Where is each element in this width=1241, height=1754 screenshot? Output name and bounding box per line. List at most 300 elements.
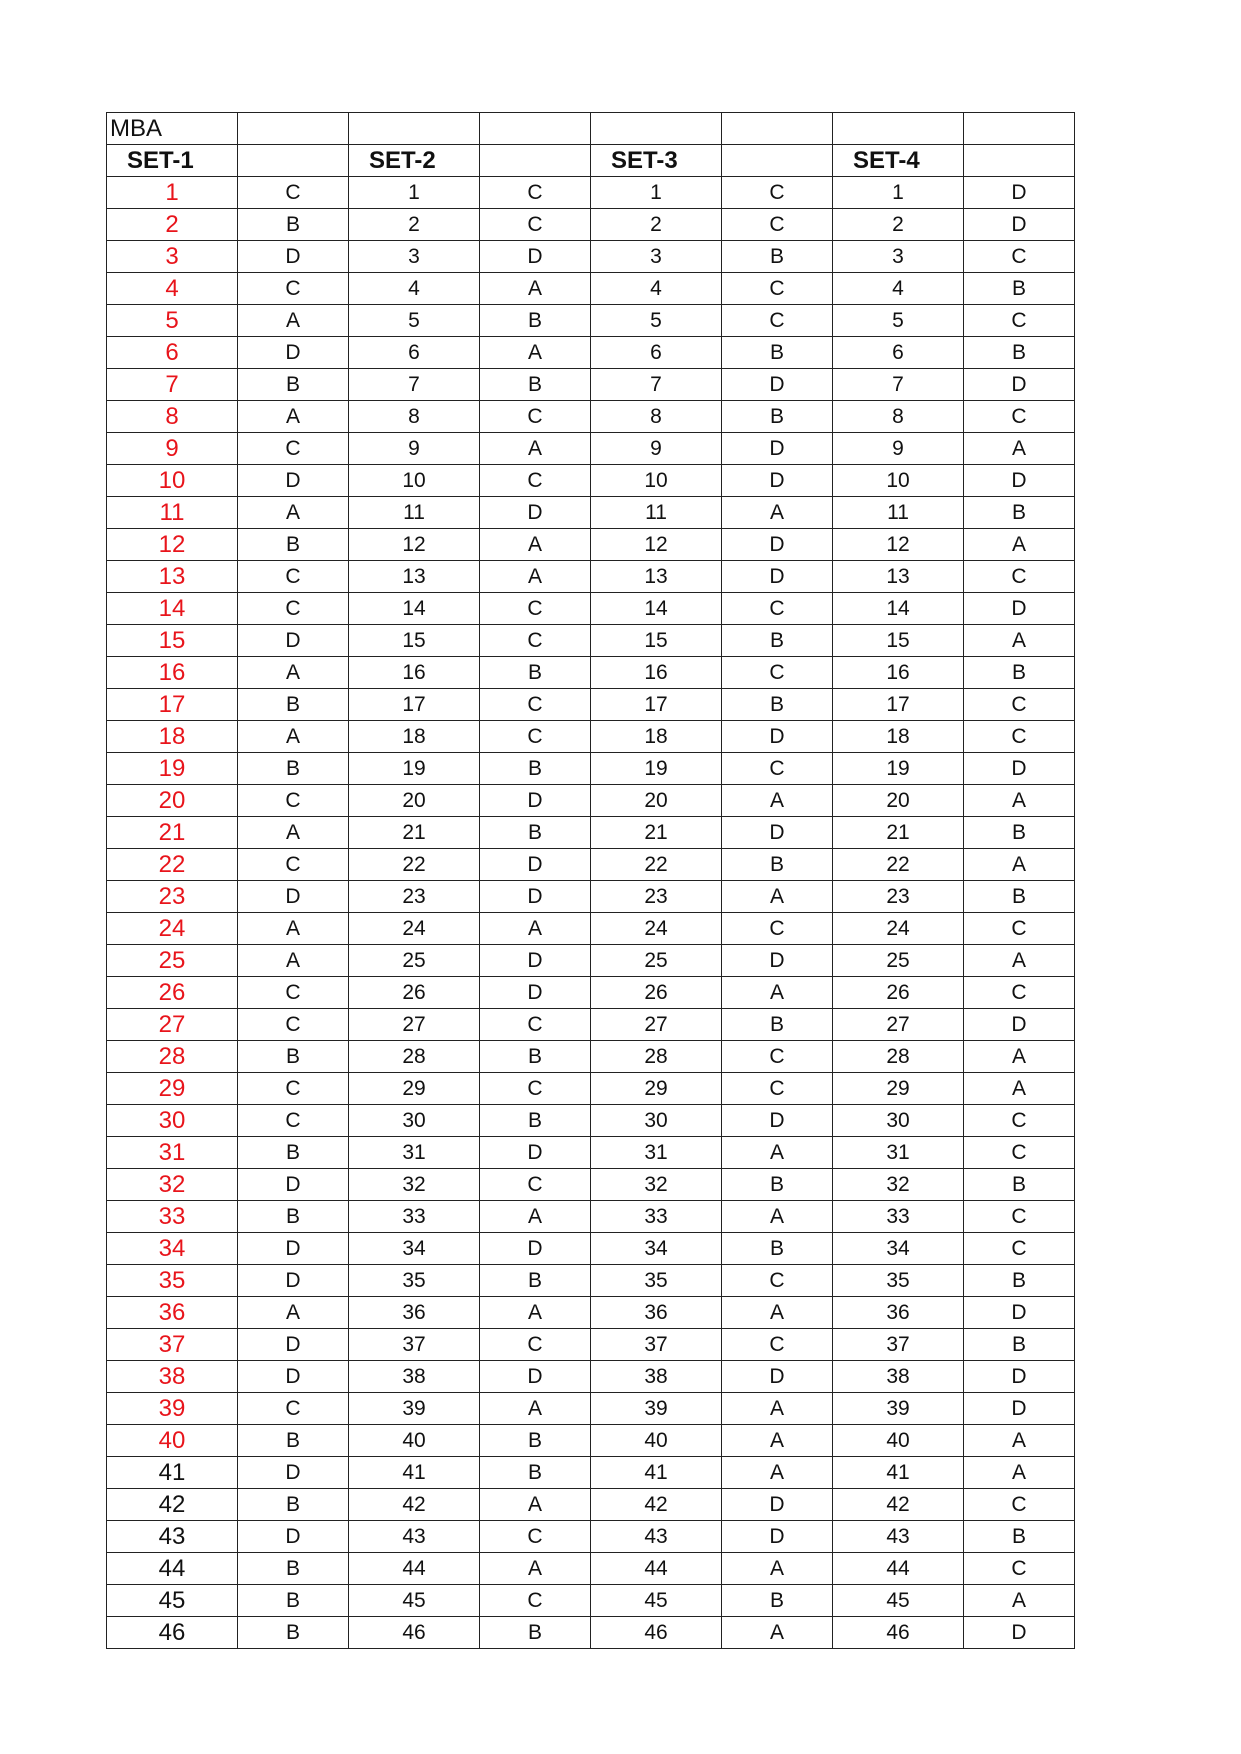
table-row bbox=[107, 977, 1075, 1009]
set-3-question-number: 23 bbox=[591, 881, 722, 913]
set-2-question-number: 40 bbox=[349, 1425, 480, 1457]
set-3-answer: C bbox=[722, 209, 833, 241]
set-2-question-number: 2 bbox=[349, 209, 480, 241]
set-3-question-number: 37 bbox=[591, 1329, 722, 1361]
set-2-question-number: 41 bbox=[349, 1457, 480, 1489]
table-row bbox=[107, 1361, 1075, 1393]
set-2-question-number: 22 bbox=[349, 849, 480, 881]
set-1-answer: D bbox=[238, 881, 349, 913]
set-4-question-number: 38 bbox=[833, 1361, 964, 1393]
set-2-answer: C bbox=[480, 1169, 591, 1201]
set-2-question-number: 32 bbox=[349, 1169, 480, 1201]
set-4-question-number: 35 bbox=[833, 1265, 964, 1297]
set-2-answer: A bbox=[480, 337, 591, 369]
set-4-answer: C bbox=[964, 561, 1075, 593]
set-1-question-number: 11 bbox=[107, 497, 238, 529]
set-4-answer: C bbox=[964, 1489, 1075, 1521]
set-2-answer: B bbox=[480, 657, 591, 689]
empty-cell bbox=[833, 113, 964, 145]
table-row bbox=[107, 401, 1075, 433]
set-3-answer: B bbox=[722, 849, 833, 881]
set-2-answer: B bbox=[480, 1425, 591, 1457]
empty-cell bbox=[349, 113, 480, 145]
table-row bbox=[107, 881, 1075, 913]
set-4-answer: B bbox=[964, 1169, 1075, 1201]
set-2-answer: C bbox=[480, 209, 591, 241]
set-1-answer: B bbox=[238, 753, 349, 785]
set-4-answer: C bbox=[964, 241, 1075, 273]
set-2-question-number: 35 bbox=[349, 1265, 480, 1297]
table-row bbox=[107, 785, 1075, 817]
set-4-question-number: 46 bbox=[833, 1617, 964, 1649]
table-row bbox=[107, 657, 1075, 689]
table-row bbox=[107, 1617, 1075, 1649]
table-row bbox=[107, 1041, 1075, 1073]
set-3-answer: D bbox=[722, 1521, 833, 1553]
set-4-question-number: 7 bbox=[833, 369, 964, 401]
set-2-question-number: 4 bbox=[349, 273, 480, 305]
set-3-question-number: 3 bbox=[591, 241, 722, 273]
set-3-answer: B bbox=[722, 241, 833, 273]
set-4-answer: D bbox=[964, 593, 1075, 625]
set-3-question-number: 12 bbox=[591, 529, 722, 561]
set-4-answer: C bbox=[964, 401, 1075, 433]
set-1-answer: C bbox=[238, 593, 349, 625]
set-3-question-number: 15 bbox=[591, 625, 722, 657]
set-4-question-number: 3 bbox=[833, 241, 964, 273]
set-1-answer: B bbox=[238, 1201, 349, 1233]
set-2-question-number: 34 bbox=[349, 1233, 480, 1265]
set-4-answer: D bbox=[964, 753, 1075, 785]
set-2-question-number: 3 bbox=[349, 241, 480, 273]
set-1-answer: C bbox=[238, 1105, 349, 1137]
set-2-question-number: 29 bbox=[349, 1073, 480, 1105]
set-2-question-number: 45 bbox=[349, 1585, 480, 1617]
table-row bbox=[107, 753, 1075, 785]
table-row bbox=[107, 177, 1075, 209]
set-1-answer: B bbox=[238, 1617, 349, 1649]
empty-cell bbox=[591, 113, 722, 145]
set-1-answer: D bbox=[238, 241, 349, 273]
set-1-question-number: 27 bbox=[107, 1009, 238, 1041]
set-1-question-number: 7 bbox=[107, 369, 238, 401]
set-3-answer: D bbox=[722, 529, 833, 561]
set-3-answer: D bbox=[722, 561, 833, 593]
set-2-answer: C bbox=[480, 593, 591, 625]
set-3-answer: D bbox=[722, 721, 833, 753]
table-row bbox=[107, 1169, 1075, 1201]
set-3-answer: D bbox=[722, 1105, 833, 1137]
set-4-question-number: 23 bbox=[833, 881, 964, 913]
set-4-question-number: 34 bbox=[833, 1233, 964, 1265]
set-1-question-number: 12 bbox=[107, 529, 238, 561]
set-4-answer: C bbox=[964, 1553, 1075, 1585]
set-1-answer: C bbox=[238, 849, 349, 881]
set-3-question-number: 16 bbox=[591, 657, 722, 689]
set-1-answer: D bbox=[238, 1457, 349, 1489]
set-2-question-number: 14 bbox=[349, 593, 480, 625]
table-row bbox=[107, 241, 1075, 273]
set-1-question-number: 15 bbox=[107, 625, 238, 657]
set-header-row bbox=[107, 145, 1075, 177]
set-3-question-number: 21 bbox=[591, 817, 722, 849]
set-1-question-number: 25 bbox=[107, 945, 238, 977]
set-2-question-number: 17 bbox=[349, 689, 480, 721]
set-4-answer: D bbox=[964, 1009, 1075, 1041]
set-4-question-number: 39 bbox=[833, 1393, 964, 1425]
set-3-answer: C bbox=[722, 1073, 833, 1105]
set-1-answer: B bbox=[238, 1425, 349, 1457]
set-4-question-number: 17 bbox=[833, 689, 964, 721]
set-3-question-number: 19 bbox=[591, 753, 722, 785]
set-4-question-number: 26 bbox=[833, 977, 964, 1009]
set-1-question-number: 19 bbox=[107, 753, 238, 785]
set-1-question-number: 45 bbox=[107, 1585, 238, 1617]
set-3-question-number: 17 bbox=[591, 689, 722, 721]
set-1-question-number: 46 bbox=[107, 1617, 238, 1649]
set-4-answer: A bbox=[964, 945, 1075, 977]
set-2-answer: A bbox=[480, 1201, 591, 1233]
set-3-question-number: 41 bbox=[591, 1457, 722, 1489]
set-2-question-number: 19 bbox=[349, 753, 480, 785]
set-1-question-number: 4 bbox=[107, 273, 238, 305]
set-3-question-number: 42 bbox=[591, 1489, 722, 1521]
set-1-answer: C bbox=[238, 1073, 349, 1105]
set-1-answer: C bbox=[238, 1009, 349, 1041]
set-4-answer: B bbox=[964, 1265, 1075, 1297]
table-row bbox=[107, 1521, 1075, 1553]
set-2-answer: C bbox=[480, 401, 591, 433]
sheet-title: MBA bbox=[107, 113, 238, 145]
set-3-answer: A bbox=[722, 1137, 833, 1169]
set-1-answer: C bbox=[238, 785, 349, 817]
set-4-answer: B bbox=[964, 337, 1075, 369]
set-1-answer: D bbox=[238, 1265, 349, 1297]
empty-cell bbox=[238, 145, 349, 177]
table-row bbox=[107, 1137, 1075, 1169]
set-4-answer: C bbox=[964, 721, 1075, 753]
set-2-answer: C bbox=[480, 1585, 591, 1617]
set-1-answer: C bbox=[238, 561, 349, 593]
set-2-answer: B bbox=[480, 305, 591, 337]
set-3-answer: D bbox=[722, 1489, 833, 1521]
empty-cell bbox=[722, 113, 833, 145]
set-4-answer: A bbox=[964, 529, 1075, 561]
set-3-question-number: 4 bbox=[591, 273, 722, 305]
set-4-question-number: 29 bbox=[833, 1073, 964, 1105]
set-3-answer: C bbox=[722, 1329, 833, 1361]
set-1-question-number: 14 bbox=[107, 593, 238, 625]
set-1-answer: C bbox=[238, 177, 349, 209]
set-3-answer: B bbox=[722, 401, 833, 433]
set-1-question-number: 44 bbox=[107, 1553, 238, 1585]
set-2-question-number: 43 bbox=[349, 1521, 480, 1553]
set-3-answer: D bbox=[722, 465, 833, 497]
set-3-answer: B bbox=[722, 1233, 833, 1265]
set-3-answer: C bbox=[722, 1041, 833, 1073]
set-2-answer: C bbox=[480, 177, 591, 209]
set-3-question-number: 45 bbox=[591, 1585, 722, 1617]
set-3-answer: C bbox=[722, 657, 833, 689]
table-row bbox=[107, 913, 1075, 945]
table-row bbox=[107, 1073, 1075, 1105]
set-2-question-number: 20 bbox=[349, 785, 480, 817]
set-3-answer: A bbox=[722, 977, 833, 1009]
set-1-answer: B bbox=[238, 1041, 349, 1073]
set-3-question-number: 38 bbox=[591, 1361, 722, 1393]
set-1-question-number: 9 bbox=[107, 433, 238, 465]
set-3-answer: A bbox=[722, 1617, 833, 1649]
set-4-question-number: 4 bbox=[833, 273, 964, 305]
set-3-answer: D bbox=[722, 1361, 833, 1393]
set-2-answer: D bbox=[480, 497, 591, 529]
table-row bbox=[107, 593, 1075, 625]
table-row bbox=[107, 1009, 1075, 1041]
set-1-answer: D bbox=[238, 625, 349, 657]
set-4-question-number: 24 bbox=[833, 913, 964, 945]
set-4-answer: B bbox=[964, 273, 1075, 305]
table-row bbox=[107, 433, 1075, 465]
set-1-answer: A bbox=[238, 913, 349, 945]
set-3-answer: A bbox=[722, 1393, 833, 1425]
set-2-answer: C bbox=[480, 1009, 591, 1041]
set-4-question-number: 43 bbox=[833, 1521, 964, 1553]
answer-key-table bbox=[106, 112, 1075, 1649]
set-3-question-number: 44 bbox=[591, 1553, 722, 1585]
set-2-answer: B bbox=[480, 1105, 591, 1137]
set-2-answer: C bbox=[480, 1521, 591, 1553]
set-4-question-number: 13 bbox=[833, 561, 964, 593]
set-4-answer: A bbox=[964, 849, 1075, 881]
set-4-question-number: 18 bbox=[833, 721, 964, 753]
set-4-answer: A bbox=[964, 1073, 1075, 1105]
set-4-question-number: 42 bbox=[833, 1489, 964, 1521]
set-2-answer: C bbox=[480, 465, 591, 497]
set-3-answer: C bbox=[722, 753, 833, 785]
set-2-question-number: 37 bbox=[349, 1329, 480, 1361]
set-1-answer: D bbox=[238, 1329, 349, 1361]
set-1-question-number: 38 bbox=[107, 1361, 238, 1393]
set-3-answer: A bbox=[722, 1297, 833, 1329]
set-1-question-number: 40 bbox=[107, 1425, 238, 1457]
set-4-question-number: 25 bbox=[833, 945, 964, 977]
set-2-answer: B bbox=[480, 753, 591, 785]
table-row bbox=[107, 1553, 1075, 1585]
set-2-header: SET-2 bbox=[349, 145, 480, 177]
set-4-question-number: 45 bbox=[833, 1585, 964, 1617]
set-4-question-number: 5 bbox=[833, 305, 964, 337]
set-2-question-number: 6 bbox=[349, 337, 480, 369]
set-3-question-number: 46 bbox=[591, 1617, 722, 1649]
set-3-answer: A bbox=[722, 785, 833, 817]
set-3-answer: C bbox=[722, 593, 833, 625]
set-3-question-number: 43 bbox=[591, 1521, 722, 1553]
set-1-question-number: 43 bbox=[107, 1521, 238, 1553]
set-1-question-number: 21 bbox=[107, 817, 238, 849]
set-4-answer: C bbox=[964, 977, 1075, 1009]
set-1-question-number: 10 bbox=[107, 465, 238, 497]
set-1-answer: D bbox=[238, 1233, 349, 1265]
set-4-question-number: 21 bbox=[833, 817, 964, 849]
set-2-answer: B bbox=[480, 1041, 591, 1073]
set-2-question-number: 15 bbox=[349, 625, 480, 657]
set-1-header: SET-1 bbox=[107, 145, 238, 177]
table-row bbox=[107, 209, 1075, 241]
title-row bbox=[107, 113, 1075, 145]
set-4-answer: B bbox=[964, 1329, 1075, 1361]
set-1-answer: B bbox=[238, 369, 349, 401]
set-1-answer: C bbox=[238, 1393, 349, 1425]
table-row bbox=[107, 1425, 1075, 1457]
set-3-answer: A bbox=[722, 1457, 833, 1489]
set-2-answer: D bbox=[480, 977, 591, 1009]
set-2-answer: D bbox=[480, 1137, 591, 1169]
set-3-question-number: 6 bbox=[591, 337, 722, 369]
set-1-answer: B bbox=[238, 1585, 349, 1617]
set-1-question-number: 22 bbox=[107, 849, 238, 881]
set-3-question-number: 26 bbox=[591, 977, 722, 1009]
table-row bbox=[107, 1265, 1075, 1297]
set-2-answer: B bbox=[480, 369, 591, 401]
set-3-question-number: 28 bbox=[591, 1041, 722, 1073]
set-3-question-number: 35 bbox=[591, 1265, 722, 1297]
table-row bbox=[107, 849, 1075, 881]
set-2-question-number: 5 bbox=[349, 305, 480, 337]
set-4-question-number: 28 bbox=[833, 1041, 964, 1073]
set-4-answer: D bbox=[964, 1393, 1075, 1425]
set-3-answer: D bbox=[722, 433, 833, 465]
set-2-question-number: 7 bbox=[349, 369, 480, 401]
set-2-question-number: 23 bbox=[349, 881, 480, 913]
set-4-question-number: 15 bbox=[833, 625, 964, 657]
empty-cell bbox=[964, 113, 1075, 145]
set-4-answer: C bbox=[964, 305, 1075, 337]
table-row bbox=[107, 465, 1075, 497]
set-3-answer: D bbox=[722, 369, 833, 401]
set-3-question-number: 2 bbox=[591, 209, 722, 241]
set-3-question-number: 5 bbox=[591, 305, 722, 337]
table-row bbox=[107, 273, 1075, 305]
set-2-question-number: 28 bbox=[349, 1041, 480, 1073]
set-2-question-number: 33 bbox=[349, 1201, 480, 1233]
set-3-answer: C bbox=[722, 305, 833, 337]
empty-cell bbox=[480, 113, 591, 145]
set-3-answer: A bbox=[722, 1425, 833, 1457]
set-3-answer: B bbox=[722, 689, 833, 721]
set-2-answer: B bbox=[480, 1457, 591, 1489]
set-1-answer: B bbox=[238, 209, 349, 241]
set-3-answer: A bbox=[722, 1201, 833, 1233]
set-2-answer: B bbox=[480, 817, 591, 849]
set-1-question-number: 33 bbox=[107, 1201, 238, 1233]
set-1-question-number: 34 bbox=[107, 1233, 238, 1265]
set-2-question-number: 30 bbox=[349, 1105, 480, 1137]
set-1-answer: A bbox=[238, 945, 349, 977]
set-3-question-number: 1 bbox=[591, 177, 722, 209]
empty-cell bbox=[480, 145, 591, 177]
set-4-question-number: 2 bbox=[833, 209, 964, 241]
set-4-answer: B bbox=[964, 657, 1075, 689]
set-4-question-number: 12 bbox=[833, 529, 964, 561]
set-3-question-number: 30 bbox=[591, 1105, 722, 1137]
set-3-answer: C bbox=[722, 177, 833, 209]
set-1-answer: A bbox=[238, 721, 349, 753]
set-1-question-number: 6 bbox=[107, 337, 238, 369]
set-1-answer: A bbox=[238, 305, 349, 337]
set-3-question-number: 25 bbox=[591, 945, 722, 977]
set-4-question-number: 19 bbox=[833, 753, 964, 785]
table-row bbox=[107, 1393, 1075, 1425]
set-2-answer: D bbox=[480, 241, 591, 273]
set-3-question-number: 33 bbox=[591, 1201, 722, 1233]
table-row bbox=[107, 561, 1075, 593]
table-row bbox=[107, 817, 1075, 849]
set-2-answer: C bbox=[480, 721, 591, 753]
set-2-question-number: 44 bbox=[349, 1553, 480, 1585]
set-4-answer: D bbox=[964, 1297, 1075, 1329]
set-4-question-number: 11 bbox=[833, 497, 964, 529]
set-2-answer: D bbox=[480, 1233, 591, 1265]
set-1-question-number: 8 bbox=[107, 401, 238, 433]
set-2-answer: D bbox=[480, 1361, 591, 1393]
set-1-answer: A bbox=[238, 1297, 349, 1329]
set-2-answer: A bbox=[480, 529, 591, 561]
set-1-question-number: 26 bbox=[107, 977, 238, 1009]
set-1-question-number: 3 bbox=[107, 241, 238, 273]
set-1-question-number: 41 bbox=[107, 1457, 238, 1489]
table-row bbox=[107, 1329, 1075, 1361]
set-4-question-number: 14 bbox=[833, 593, 964, 625]
set-4-question-number: 40 bbox=[833, 1425, 964, 1457]
set-1-answer: D bbox=[238, 1521, 349, 1553]
set-3-question-number: 20 bbox=[591, 785, 722, 817]
set-4-answer: D bbox=[964, 465, 1075, 497]
set-1-question-number: 16 bbox=[107, 657, 238, 689]
set-2-answer: C bbox=[480, 689, 591, 721]
set-1-question-number: 23 bbox=[107, 881, 238, 913]
set-3-answer: C bbox=[722, 273, 833, 305]
set-2-question-number: 10 bbox=[349, 465, 480, 497]
table-row bbox=[107, 625, 1075, 657]
set-3-answer: B bbox=[722, 337, 833, 369]
table-row bbox=[107, 721, 1075, 753]
set-1-answer: B bbox=[238, 1489, 349, 1521]
set-2-answer: D bbox=[480, 945, 591, 977]
set-3-question-number: 39 bbox=[591, 1393, 722, 1425]
set-1-question-number: 28 bbox=[107, 1041, 238, 1073]
empty-cell bbox=[238, 113, 349, 145]
set-2-answer: A bbox=[480, 1553, 591, 1585]
set-4-answer: A bbox=[964, 625, 1075, 657]
set-3-question-number: 32 bbox=[591, 1169, 722, 1201]
set-3-question-number: 24 bbox=[591, 913, 722, 945]
set-2-question-number: 8 bbox=[349, 401, 480, 433]
set-3-header: SET-3 bbox=[591, 145, 722, 177]
set-1-question-number: 32 bbox=[107, 1169, 238, 1201]
set-1-answer: C bbox=[238, 977, 349, 1009]
set-3-answer: A bbox=[722, 497, 833, 529]
set-1-answer: D bbox=[238, 337, 349, 369]
set-2-question-number: 39 bbox=[349, 1393, 480, 1425]
set-1-question-number: 39 bbox=[107, 1393, 238, 1425]
set-4-question-number: 10 bbox=[833, 465, 964, 497]
set-4-answer: A bbox=[964, 785, 1075, 817]
set-3-answer: D bbox=[722, 817, 833, 849]
set-2-question-number: 26 bbox=[349, 977, 480, 1009]
set-4-question-number: 27 bbox=[833, 1009, 964, 1041]
set-4-answer: B bbox=[964, 497, 1075, 529]
set-2-question-number: 38 bbox=[349, 1361, 480, 1393]
